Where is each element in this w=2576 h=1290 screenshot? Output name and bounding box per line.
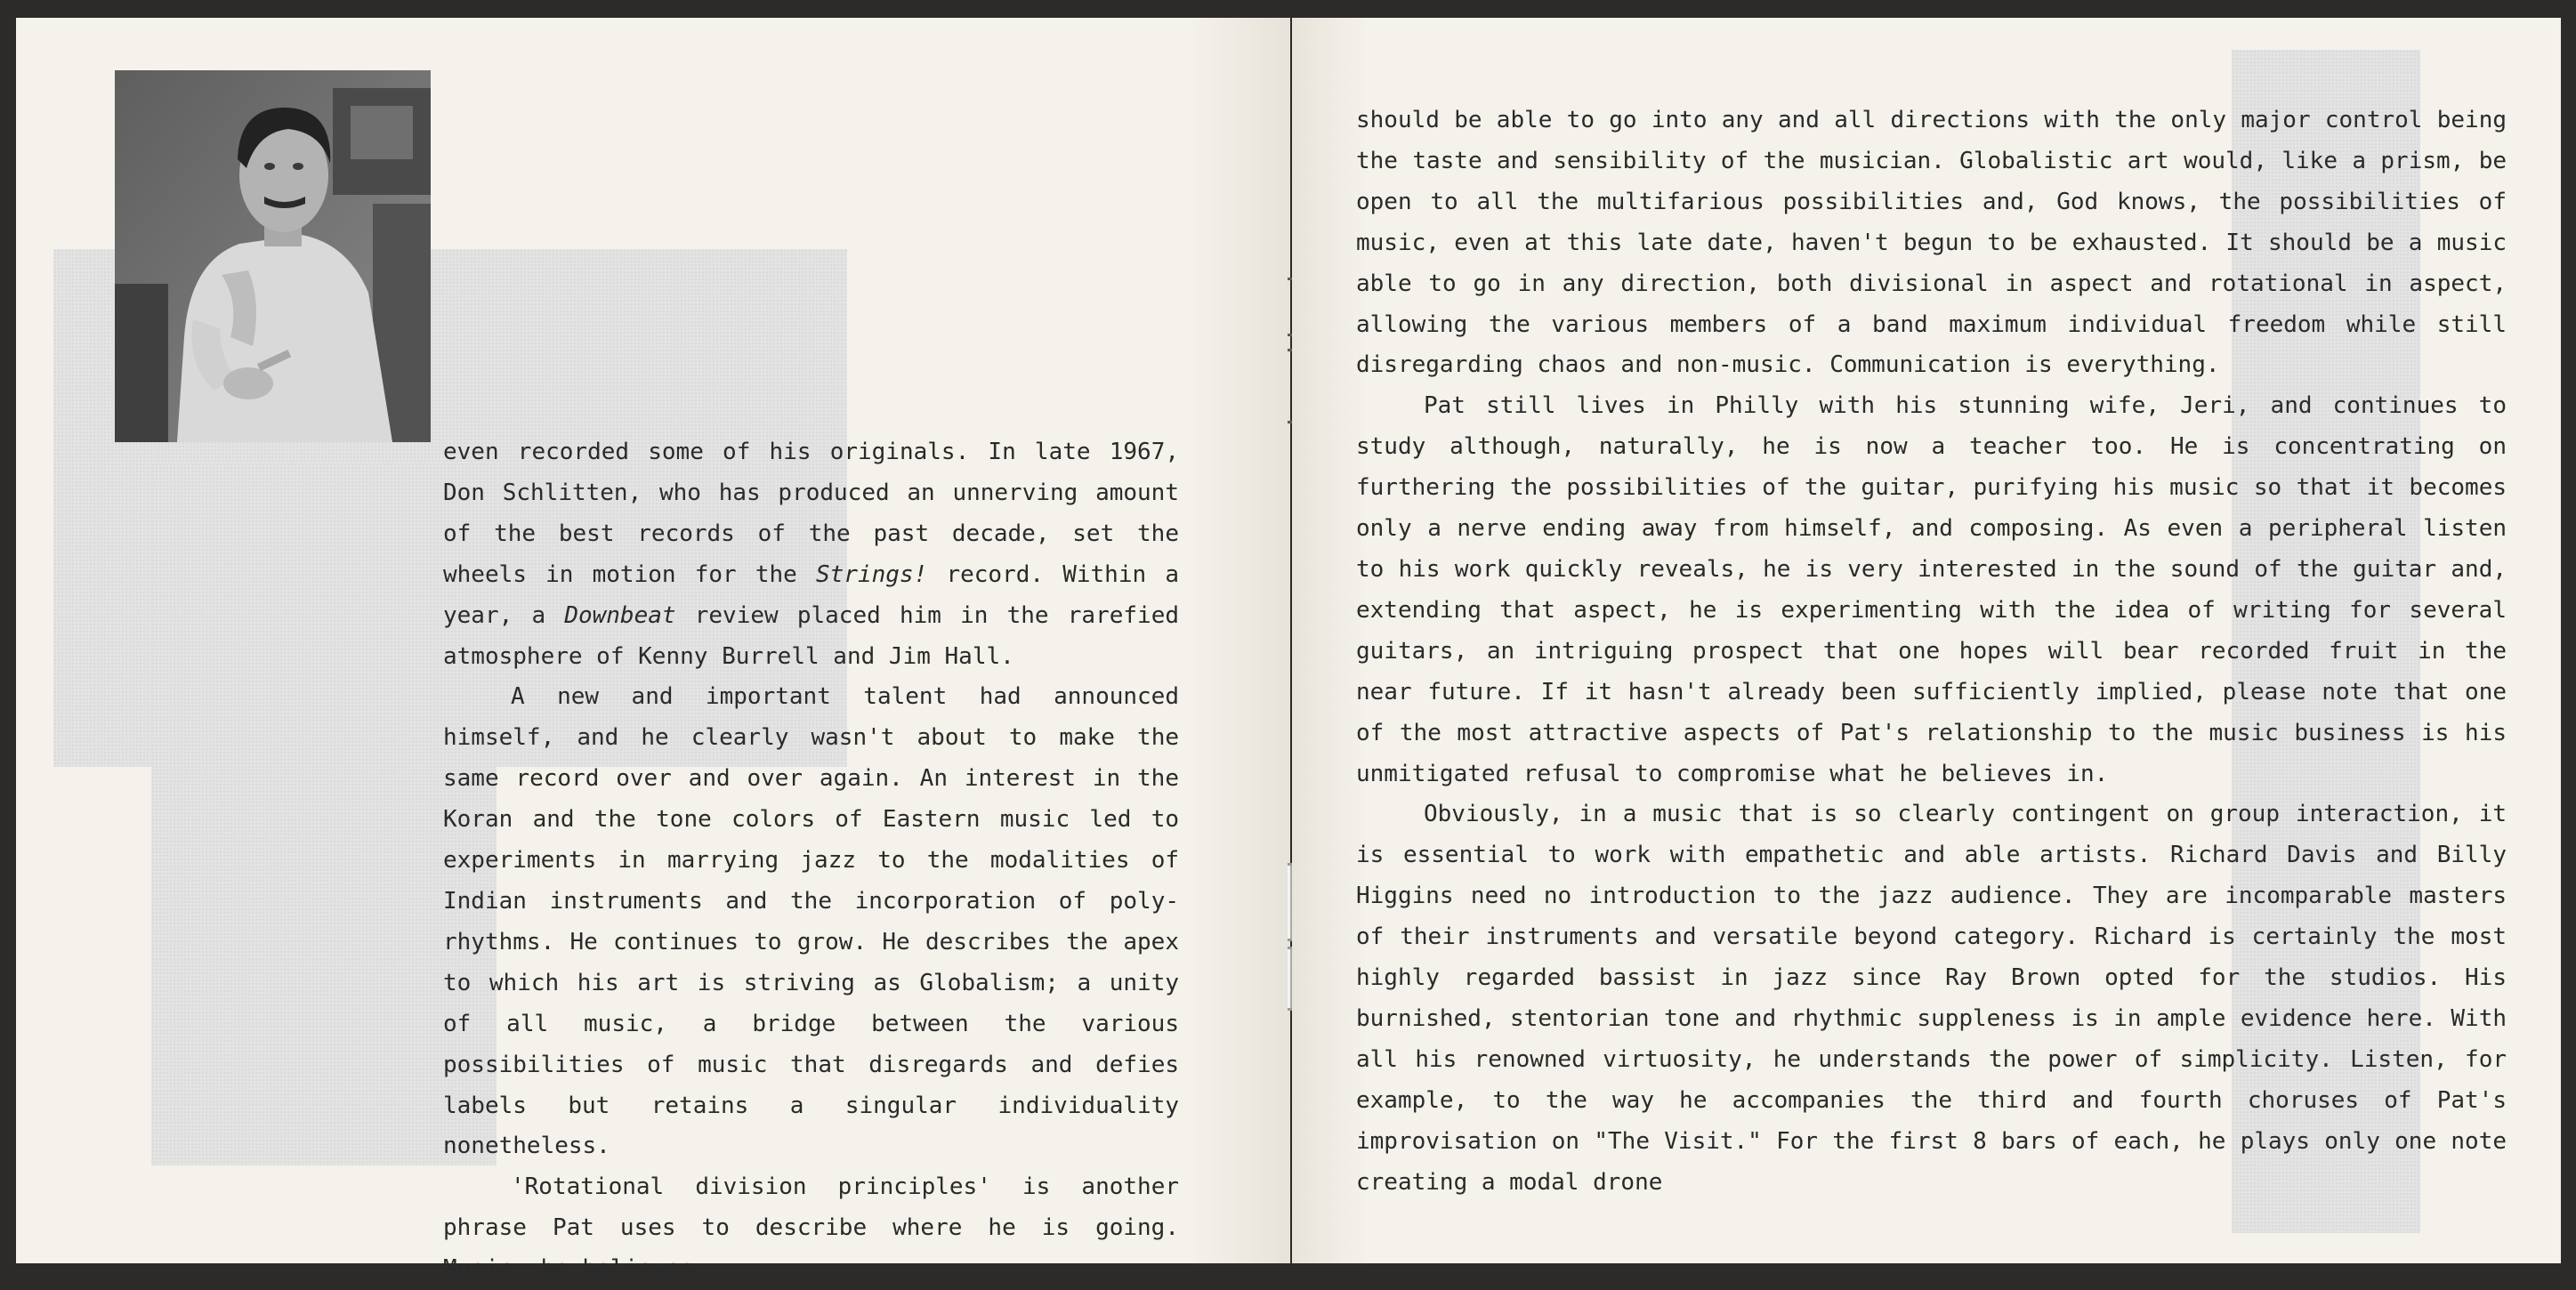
album-title-strings: Strings! bbox=[816, 560, 928, 588]
musician-photo bbox=[115, 70, 431, 442]
magazine-title-downbeat: Downbeat bbox=[564, 601, 676, 629]
text-segment: record. Within a year, a bbox=[443, 560, 1179, 629]
right-paragraph-3: Obviously, in a music that is so clearly contingent on group interaction, it is essential to work with empathetic and able artists. Richard Davis and Billy Higgins need no introduction to the jazz audience. They are incomparable masters of their instruments and versatile beyond category. Richard is certainly the most highly regarded bassist in jazz since Ray Brown opted for the studios. His burnished, stentorian tone and rhythmic suppleness is in ample evidence here. With all his renowned virtuosity, he understands the power of simplicity. Listen, for example, to the way he accompanies the third and fourth choruses of Pat's improvisation on "The Visit." For the first 8 bars of each, he plays only one note creating a modal drone bbox=[1356, 801, 2507, 1196]
left-page bbox=[16, 18, 1290, 1283]
right-page bbox=[1292, 18, 2561, 1263]
left-paragraph-2: A new and important talent had announced himself, and he clearly wasn't about to make the same record over and over again. An interest in the Koran and the tone colors of Eastern music led to experiments in marrying jazz to the modalities of Indian instruments and the incorporation of poly-rhythms. He continues to grow. He describes the apex to which his art is striving as Globalism; a unity of all music, a bridge between the various possibilities of music that disregards and defies labels but retains a singular individuality nonetheless. bbox=[443, 683, 1179, 1160]
right-paragraph-1: should be able to go into any and all directions with the only major control being the taste and sensibility of the musician. Globalistic art would, like a prism, be open to all the multifarious possibilities and, God knows, the possibilities of music, even at this late date, haven't begun to be exhausted. It should be a music able to go in any direction, both divisional in aspect and rotational in aspect, allowing the various members of a band maximum individual freedom while still disregarding chaos and non-music. Communication is everything. bbox=[1356, 107, 2507, 379]
text-segment: even recorded some of his originals. In late 1967, Don Schlitten, who has produced an unnerving amount of the best records of the past decade, set the wheels in motion for the bbox=[443, 439, 1179, 588]
right-text-column bbox=[1356, 101, 2507, 1203]
musician-photo-icon bbox=[115, 70, 431, 442]
right-paragraph-2: Pat still lives in Philly with his stunning wife, Jeri, and continues to study although, naturally, he is now a teacher too. He is concentrating on furthering the possibilities of the guitar, purifying his music so that it becomes only a nerve ending away from himself, and composing. As even a peripheral listen to his work quickly reveals, he is very interested in the sound of the guitar and, extending that aspect, he is experimenting with the idea of writing for several guitars, an intriguing prospect that one hopes will bear recorded fruit in the near future. If it hasn't already been sufficiently implied, please note that one of the most attractive aspects of Pat's relationship to the music business is his unmitigated refusal to compromise what he believes in. bbox=[1356, 392, 2507, 787]
text-segment: review placed him in the rarefied atmosphere of Kenny Burrell and Jim Hall. bbox=[443, 601, 1179, 670]
left-paragraph-1 bbox=[443, 432, 1179, 677]
left-paragraph-3: 'Rotational division principles' is another phrase Pat uses to describe where he is going. Music, he believes, bbox=[443, 1173, 1179, 1283]
left-text-column bbox=[443, 432, 1179, 1290]
